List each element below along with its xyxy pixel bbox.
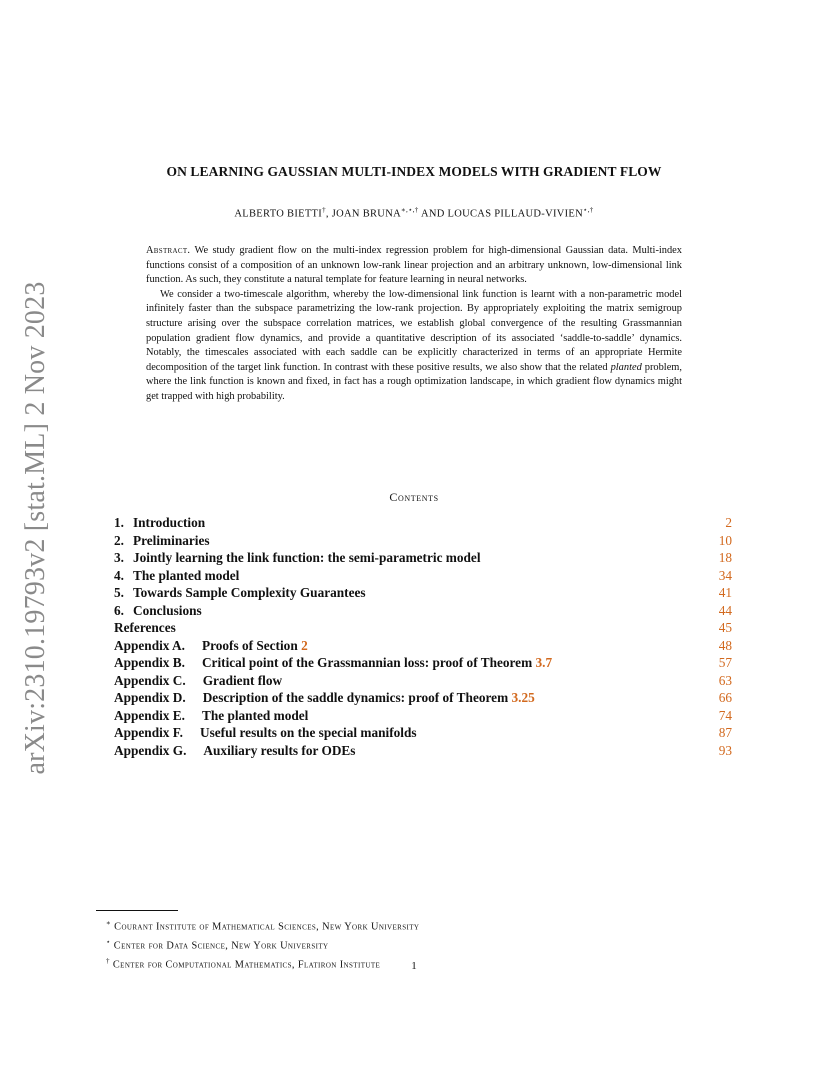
toc-page-link[interactable]: 93: [718, 742, 732, 758]
toc-page-link[interactable]: 66: [718, 690, 732, 705]
toc-entry-title[interactable]: Jointly learning the link function: the semi-parametric model: [132, 550, 481, 565]
toc-page-link[interactable]: 87: [718, 725, 732, 740]
toc-page-link[interactable]: 10: [718, 532, 732, 548]
affiliation-footnote: [106, 916, 420, 935]
toc-entry-number: 1.: [114, 515, 124, 530]
toc-entry-label[interactable]: [114, 568, 239, 583]
author-name: ALBERTO BIETTI: [234, 208, 323, 220]
toc-entry-label[interactable]: [114, 515, 205, 530]
abstract-text: We study gradient flow on the multi-index regression problem for high-dimensional Gaussian data. Multi-index functions consist of a composition of an unknown low-rank linear projection and an arbitrary unknown, low-dimensional link function. As such, they constitute a natural template for feature learning in neural networks.: [146, 245, 682, 286]
toc-entry[interactable]: [114, 602, 732, 620]
affiliation-mark: ∗,⋆,†: [400, 206, 419, 214]
footnote-text: Center for Computational Mathematics, Flatiron Institute: [112, 959, 381, 971]
toc-entry-title[interactable]: Critical point of the Grassmannian loss: proof of Theorem: [201, 655, 536, 670]
toc-entry-number: Appendix G.: [114, 742, 187, 758]
toc-entry[interactable]: [114, 514, 732, 532]
toc-entry-number: 3.: [114, 550, 124, 565]
toc-entry-number: 5.: [114, 585, 124, 600]
arxiv-identifier: arXiv:2310.19793v2 [stat.ML] 2 Nov 2023: [20, 281, 51, 775]
abstract-paragraph: [146, 244, 682, 288]
toc-entry-number: 2.: [114, 532, 124, 548]
contents-heading: Contents: [389, 490, 439, 504]
toc-entry-title[interactable]: Gradient flow: [202, 672, 283, 688]
toc-entry-title[interactable]: Auxiliary results for ODEs: [203, 742, 356, 758]
author-name: , JOAN BRUNA: [325, 208, 401, 220]
toc-entry[interactable]: [114, 742, 732, 760]
arxiv-sidebar: [8, 281, 64, 775]
toc-page-link[interactable]: 18: [718, 550, 732, 565]
affiliation-footnote: [106, 935, 419, 954]
toc-entry-label[interactable]: [114, 533, 210, 548]
abstract-text: We consider a two-timescale algorithm, whereby the low-dimensional link function is learnt with a non-parametric model infinitely faster than the subspace parametrizing the low-rank projection. By appropriately exploiting the matrix semigroup structure arising over the subspace correlation matrices, we establish global convergence of the resulting Grassmannian population gradient flow dynamics, and provide a quantitative description of its associated ‘saddle-to-saddle’ dynamics. Notably, the timescales associated with each saddle can be explicitly characterized in terms of an appropriate Hermite decomposition of the target link function. In contrast with these positive results, we also show that the related: [146, 288, 682, 373]
toc-entry-title[interactable]: Towards Sample Complexity Guarantees: [132, 585, 366, 600]
page-number: 1: [411, 960, 417, 972]
toc-entry-number: 4.: [114, 567, 124, 583]
toc-entry-title[interactable]: The planted model: [201, 707, 309, 723]
toc-entry-number: Appendix F.: [114, 725, 183, 740]
toc-page-link[interactable]: 48: [718, 637, 732, 653]
toc-entry-number: Appendix B.: [114, 655, 185, 670]
toc-entry-label[interactable]: [114, 620, 176, 635]
abstract: [146, 244, 682, 405]
toc-page-link[interactable]: 45: [718, 620, 732, 635]
abstract-emphasis: planted: [610, 361, 642, 373]
toc-entry-label[interactable]: [114, 725, 417, 740]
toc-entry[interactable]: [114, 567, 732, 585]
toc-entry[interactable]: [114, 672, 732, 690]
toc-entry-label[interactable]: [114, 638, 308, 653]
toc-page-link[interactable]: 63: [718, 672, 732, 688]
toc-entry[interactable]: [114, 637, 732, 655]
toc-entry-title[interactable]: Preliminaries: [132, 532, 210, 548]
toc-entry-title[interactable]: Introduction: [132, 515, 206, 530]
toc-page-link[interactable]: 2: [725, 515, 732, 530]
toc-entry-number: Appendix E.: [114, 707, 185, 723]
toc-entry-label[interactable]: [114, 603, 202, 618]
toc-entry-label[interactable]: [114, 743, 355, 758]
footnote-mark: †: [106, 956, 110, 965]
table-of-contents: [114, 514, 732, 759]
toc-entry-label[interactable]: [114, 585, 366, 600]
footnote-text: Center for Data Science, New York University: [113, 940, 329, 952]
toc-entry[interactable]: [114, 584, 732, 602]
toc-entry[interactable]: [114, 549, 732, 567]
toc-entry[interactable]: [114, 619, 732, 637]
theorem-reference-link[interactable]: 3.25: [511, 690, 535, 705]
footnote-mark: ⋆: [106, 937, 111, 946]
toc-entry-title[interactable]: Conclusions: [132, 602, 202, 618]
toc-page-link[interactable]: 57: [718, 655, 732, 670]
toc-entry[interactable]: [114, 532, 732, 550]
author-name: AND LOUCAS PILLAUD-VIVIEN: [418, 208, 584, 220]
abstract-heading: Abstract.: [146, 245, 191, 256]
toc-entry-number: Appendix D.: [114, 690, 186, 705]
toc-entry-title[interactable]: Description of the saddle dynamics: proof of Theorem: [202, 690, 512, 705]
toc-entry-number: Appendix A.: [114, 637, 185, 653]
toc-page-link[interactable]: 41: [718, 585, 732, 600]
paper-title: ON LEARNING GAUSSIAN MULTI-INDEX MODELS WITH GRADIENT FLOW: [166, 164, 662, 179]
theorem-reference-link[interactable]: 2: [301, 637, 308, 653]
toc-entry-label[interactable]: [114, 708, 308, 723]
affiliation-mark: ⋆,†: [583, 206, 594, 214]
toc-entry-label[interactable]: [114, 690, 535, 705]
toc-entry-label[interactable]: [114, 655, 552, 670]
toc-entry-number: 6.: [114, 602, 124, 618]
toc-entry-number: Appendix C.: [114, 672, 186, 688]
toc-entry-title[interactable]: The planted model: [132, 567, 240, 583]
abstract-paragraph: [146, 288, 682, 405]
author-line: [0, 206, 828, 220]
theorem-reference-link[interactable]: 3.7: [535, 655, 553, 670]
toc-entry-label[interactable]: [114, 673, 282, 688]
abstract-text: problem, where the link function is known and fixed, in fact has a rough optimization landscape, in which gradient flow dynamics might get trapped with high probability.: [146, 361, 682, 402]
toc-page-link[interactable]: 74: [718, 707, 732, 723]
affiliation-mark: †: [322, 206, 326, 214]
toc-entry[interactable]: [114, 724, 732, 742]
toc-entry-title[interactable]: References: [114, 620, 176, 635]
toc-entry-label[interactable]: [114, 550, 481, 565]
toc-entry-title[interactable]: Proofs of Section: [201, 637, 302, 653]
toc-entry[interactable]: [114, 707, 732, 725]
footnote-mark: ∗: [106, 919, 112, 927]
toc-entry[interactable]: [114, 689, 732, 707]
toc-entry-title[interactable]: Useful results on the special manifolds: [199, 725, 417, 740]
footnote-text: Courant Institute of Mathematical Sciences, New York University: [114, 921, 420, 933]
toc-entry[interactable]: [114, 654, 732, 672]
toc-page-link[interactable]: 44: [718, 602, 732, 618]
footnote-rule: [96, 910, 178, 911]
toc-page-link[interactable]: 34: [718, 567, 732, 583]
